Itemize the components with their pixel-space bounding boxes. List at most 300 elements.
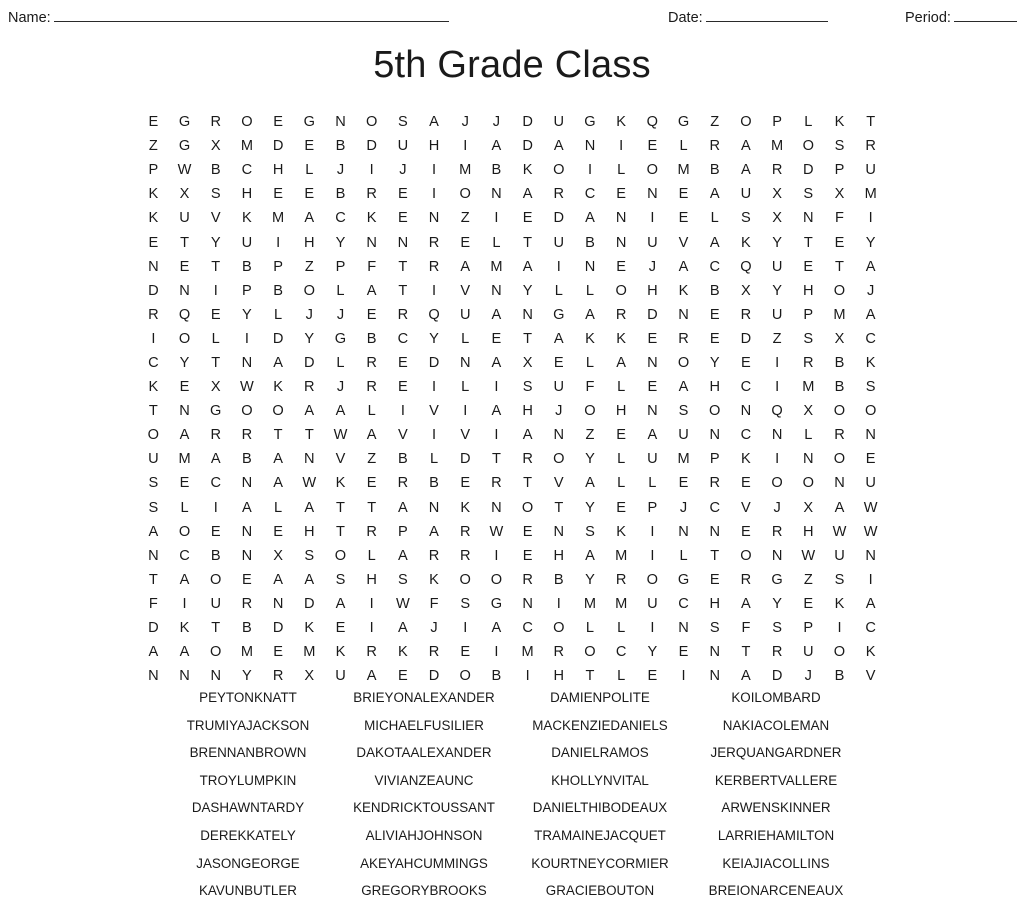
grid-cell[interactable]: S [460,595,471,612]
grid-cell[interactable]: L [492,234,501,251]
grid-cell[interactable]: N [865,547,876,564]
grid-cell[interactable]: I [432,186,437,203]
grid-cell[interactable]: O [584,403,596,420]
grid-cell[interactable]: E [865,451,876,468]
grid-cell[interactable]: S [834,571,845,588]
grid-cell[interactable]: Z [148,138,158,155]
grid-cell[interactable]: I [775,451,780,468]
grid-cell[interactable]: K [616,330,627,347]
grid-cell[interactable]: E [678,475,689,492]
grid-cell[interactable]: P [148,162,159,179]
grid-cell[interactable]: T [336,523,345,540]
word-list-item[interactable]: BREIONARCENEAUX [708,883,844,899]
grid-cell[interactable]: V [460,427,471,444]
grid-cell[interactable]: G [178,114,191,131]
grid-cell[interactable]: A [522,258,533,275]
grid-cell[interactable]: E [179,379,190,396]
grid-cell[interactable]: A [865,595,876,612]
grid-cell[interactable]: J [679,499,688,516]
grid-cell[interactable]: N [803,210,814,227]
grid-cell[interactable]: C [148,354,159,371]
grid-cell[interactable]: Y [585,571,595,588]
grid-cell[interactable]: C [241,162,253,179]
grid-cell[interactable]: K [148,210,159,227]
grid-cell[interactable]: N [615,234,627,251]
grid-cell[interactable]: R [865,138,876,155]
grid-cell[interactable]: W [863,499,878,516]
grid-cell[interactable]: Y [647,644,658,661]
grid-cell[interactable]: E [678,186,689,203]
grid-cell[interactable]: N [179,282,190,299]
grid-cell[interactable]: E [709,330,720,347]
grid-cell[interactable]: S [522,379,533,396]
grid-cell[interactable]: G [677,114,690,131]
grid-cell[interactable]: J [867,282,875,299]
grid-cell[interactable]: L [617,620,626,637]
grid-cell[interactable]: D [740,330,752,347]
grid-cell[interactable]: N [522,306,533,323]
grid-cell[interactable]: V [741,499,751,516]
grid-cell[interactable]: X [803,499,814,516]
grid-cell[interactable]: A [366,427,377,444]
grid-cell[interactable]: W [863,523,878,540]
grid-cell[interactable]: R [366,354,377,371]
grid-cell[interactable]: I [868,210,873,227]
grid-cell[interactable]: K [179,620,190,637]
grid-cell[interactable]: W [395,595,410,612]
grid-cell[interactable]: I [432,282,437,299]
grid-cell[interactable]: T [148,571,158,588]
grid-cell[interactable]: L [585,354,595,371]
grid-cell[interactable]: O [584,644,596,661]
grid-cell[interactable]: O [241,403,253,420]
grid-cell[interactable]: E [335,620,346,637]
grid-cell[interactable]: H [553,668,565,685]
grid-cell[interactable]: N [241,354,253,371]
grid-cell[interactable]: G [303,114,315,131]
grid-cell[interactable]: C [865,620,876,637]
grid-cell[interactable]: A [491,403,502,420]
grid-cell[interactable]: E [366,306,377,323]
grid-cell[interactable]: N [148,547,159,564]
grid-cell[interactable]: O [646,162,659,179]
grid-cell[interactable]: M [583,595,597,612]
grid-cell[interactable]: V [460,282,471,299]
grid-cell[interactable]: I [556,258,561,275]
grid-cell[interactable]: T [211,620,221,637]
grid-cell[interactable]: N [491,499,502,516]
grid-cell[interactable]: M [240,138,253,155]
grid-cell[interactable]: N [272,595,284,612]
grid-cell[interactable]: A [179,571,190,588]
grid-cell[interactable]: C [522,620,533,637]
grid-cell[interactable]: Q [740,258,752,275]
grid-cell[interactable]: T [211,354,221,371]
grid-cell[interactable]: L [617,162,626,179]
grid-cell[interactable]: N [709,427,720,444]
grid-cell[interactable]: Z [710,114,720,131]
grid-cell[interactable]: E [210,306,221,323]
grid-cell[interactable]: A [678,258,689,275]
grid-cell[interactable]: X [210,379,221,396]
grid-cell[interactable]: E [709,306,720,323]
grid-cell[interactable]: R [304,379,315,396]
grid-cell[interactable]: A [148,523,159,540]
grid-cell[interactable]: X [741,282,751,299]
grid-cell[interactable]: I [369,162,374,179]
grid-cell[interactable]: Y [585,499,595,516]
grid-cell[interactable]: O [210,571,222,588]
grid-cell[interactable]: R [771,523,783,540]
grid-cell[interactable]: K [335,644,346,661]
grid-cell[interactable]: B [429,475,439,492]
grid-cell[interactable]: R [241,595,253,612]
grid-cell[interactable]: Y [772,595,782,612]
grid-cell[interactable]: L [679,547,688,564]
grid-cell[interactable]: I [556,595,561,612]
word-list-item[interactable]: DANIELRAMOS [551,745,649,761]
grid-cell[interactable]: A [647,427,658,444]
grid-cell[interactable]: P [273,258,283,275]
grid-cell[interactable]: P [647,499,658,516]
grid-cell[interactable]: C [865,330,876,347]
grid-cell[interactable]: A [335,403,346,420]
grid-cell[interactable]: N [740,403,752,420]
grid-cell[interactable]: E [616,499,627,516]
word-list-item[interactable]: AKEYAHCUMMINGS [360,855,488,871]
grid-cell[interactable]: U [241,234,253,251]
grid-cell[interactable]: V [210,210,221,227]
grid-cell[interactable]: X [522,354,533,371]
grid-cell[interactable]: E [397,210,408,227]
grid-cell[interactable]: J [336,379,345,396]
grid-cell[interactable]: A [865,258,876,275]
grid-cell[interactable]: D [522,138,533,155]
grid-cell[interactable]: K [834,595,845,612]
word-list-item[interactable]: TRUMIYAJACKSON [186,717,310,733]
grid-cell[interactable]: O [521,499,534,516]
grid-cell[interactable]: E [803,258,814,275]
grid-cell[interactable]: K [429,571,439,588]
grid-cell[interactable]: T [491,451,501,468]
grid-cell[interactable]: D [647,306,658,323]
grid-cell[interactable]: O [802,138,814,155]
grid-cell[interactable]: E [834,234,845,251]
grid-cell[interactable]: M [771,138,784,155]
grid-cell[interactable]: B [242,620,252,637]
grid-cell[interactable]: B [491,162,502,179]
grid-cell[interactable]: E [304,138,315,155]
grid-cell[interactable]: U [335,668,346,685]
grid-cell[interactable]: V [553,475,564,492]
grid-cell[interactable]: Q [646,114,659,131]
grid-cell[interactable]: O [365,114,378,131]
grid-cell[interactable]: H [803,523,814,540]
grid-cell[interactable]: N [771,427,783,444]
grid-cell[interactable]: W [302,475,317,492]
grid-cell[interactable]: L [617,668,626,685]
grid-cell[interactable]: A [304,403,315,420]
grid-cell[interactable]: N [647,186,658,203]
grid-cell[interactable]: A [179,644,190,661]
grid-cell[interactable]: R [397,306,409,323]
grid-cell[interactable]: L [679,138,688,155]
grid-cell[interactable]: N [553,427,565,444]
grid-cell[interactable]: T [336,499,345,516]
grid-cell[interactable]: O [178,330,191,347]
grid-cell[interactable]: M [272,210,285,227]
grid-cell[interactable]: A [397,547,408,564]
grid-cell[interactable]: E [210,523,221,540]
grid-cell[interactable]: I [463,138,468,155]
name-writing-line[interactable] [54,8,449,22]
grid-cell[interactable]: N [459,354,471,371]
grid-cell[interactable]: Q [771,403,783,420]
grid-cell[interactable]: A [304,210,315,227]
grid-cell[interactable]: I [432,379,437,396]
word-list-item[interactable]: VIVIANZEAUNC [374,772,474,788]
grid-cell[interactable]: L [617,451,626,468]
grid-cell[interactable]: L [367,547,376,564]
grid-cell[interactable]: K [335,475,346,492]
grid-cell[interactable]: L [617,379,626,396]
grid-cell[interactable]: G [771,571,783,588]
grid-cell[interactable]: L [274,306,283,323]
grid-cell[interactable]: A [366,282,377,299]
grid-cell[interactable]: T [367,499,377,516]
grid-cell[interactable]: A [273,571,283,588]
grid-cell[interactable]: V [429,403,439,420]
grid-cell[interactable]: E [273,114,283,131]
grid-cell[interactable]: B [834,354,845,371]
grid-cell[interactable]: R [709,475,720,492]
grid-cell[interactable]: Y [585,451,595,468]
grid-cell[interactable]: P [242,282,252,299]
grid-cell[interactable]: K [585,330,595,347]
grid-cell[interactable]: U [148,451,159,468]
grid-cell[interactable]: N [615,210,627,227]
grid-cell[interactable]: S [709,620,720,637]
grid-cell[interactable]: C [615,644,627,661]
grid-cell[interactable]: S [148,499,159,516]
grid-cell[interactable]: N [241,475,253,492]
grid-cell[interactable]: I [650,547,655,564]
grid-cell[interactable]: I [837,620,842,637]
grid-cell[interactable]: J [461,114,469,131]
grid-cell[interactable]: B [709,162,720,179]
grid-cell[interactable]: N [241,547,253,564]
grid-cell[interactable]: N [335,114,346,131]
grid-cell[interactable]: F [835,210,844,227]
word-list-item[interactable]: ALIVIAHJOHNSON [365,827,483,843]
grid-cell[interactable]: J [804,668,812,685]
grid-cell[interactable]: G [490,595,503,612]
grid-cell[interactable]: D [148,620,159,637]
grid-cell[interactable]: S [585,523,595,540]
grid-cell[interactable]: P [335,258,346,275]
grid-cell[interactable]: O [459,668,471,685]
grid-cell[interactable]: I [868,571,873,588]
grid-cell[interactable]: Z [585,427,595,444]
grid-cell[interactable]: O [210,644,222,661]
grid-cell[interactable]: E [616,186,627,203]
grid-cell[interactable]: T [803,234,813,251]
grid-cell[interactable]: U [553,234,565,251]
grid-cell[interactable]: D [304,595,315,612]
grid-cell[interactable]: B [242,258,252,275]
grid-cell[interactable]: E [397,379,408,396]
grid-cell[interactable]: Y [865,234,876,251]
grid-cell[interactable]: N [428,210,440,227]
grid-cell[interactable]: K [865,354,876,371]
grid-cell[interactable]: U [179,210,190,227]
grid-cell[interactable]: Q [178,306,191,323]
grid-cell[interactable]: G [553,306,565,323]
grid-cell[interactable]: K [834,114,845,131]
grid-cell[interactable]: N [803,451,814,468]
grid-cell[interactable]: R [241,427,253,444]
word-list-item[interactable]: TROYLUMPKIN [199,772,297,788]
grid-cell[interactable]: C [740,427,752,444]
grid-cell[interactable]: J [648,258,656,275]
grid-cell[interactable]: N [428,499,440,516]
word-list-item[interactable]: KENDRICKTOUSSANT [353,800,495,816]
grid-cell[interactable]: N [647,354,658,371]
grid-cell[interactable]: I [400,403,405,420]
word-list-item[interactable]: ARWENSKINNER [721,800,831,816]
grid-cell[interactable]: L [461,330,470,347]
grid-cell[interactable]: L [336,282,345,299]
grid-cell[interactable]: Y [304,330,315,347]
grid-cell[interactable]: O [740,547,752,564]
grid-cell[interactable]: K [616,523,627,540]
grid-cell[interactable]: Y [335,234,346,251]
grid-cell[interactable]: E [803,595,814,612]
grid-cell[interactable]: D [771,668,783,685]
grid-cell[interactable]: C [210,475,221,492]
grid-cell[interactable]: K [460,499,471,516]
grid-cell[interactable]: A [210,451,221,468]
grid-cell[interactable]: K [148,186,159,203]
grid-cell[interactable]: R [428,547,440,564]
grid-cell[interactable]: M [615,547,628,564]
date-writing-line[interactable] [706,8,828,22]
grid-cell[interactable]: I [775,379,780,396]
grid-cell[interactable]: K [148,379,159,396]
grid-cell[interactable]: A [585,475,595,492]
grid-cell[interactable]: C [709,499,720,516]
grid-cell[interactable]: N [647,403,658,420]
grid-cell[interactable]: A [366,668,377,685]
grid-cell[interactable]: M [521,644,534,661]
grid-cell[interactable]: L [211,330,220,347]
grid-cell[interactable]: I [681,668,686,685]
grid-cell[interactable]: F [741,620,751,637]
grid-cell[interactable]: A [273,475,283,492]
grid-cell[interactable]: O [709,403,721,420]
grid-cell[interactable]: N [709,644,720,661]
grid-cell[interactable]: O [833,282,846,299]
word-list-item[interactable]: DEREKKATELY [200,827,296,843]
grid-cell[interactable]: Y [179,354,190,371]
grid-cell[interactable]: P [772,114,782,131]
grid-cell[interactable]: G [584,114,596,131]
grid-cell[interactable]: O [864,403,877,420]
grid-cell[interactable]: E [616,258,627,275]
word-list-item[interactable]: DASHAWNTARDY [191,800,305,816]
grid-cell[interactable]: Y [242,668,252,685]
grid-cell[interactable]: Z [367,451,377,468]
grid-cell[interactable]: N [834,475,845,492]
word-search-grid[interactable] [0,110,1024,688]
grid-cell[interactable]: I [432,162,437,179]
grid-cell[interactable]: H [428,138,440,155]
grid-cell[interactable]: S [335,571,346,588]
grid-cell[interactable]: S [397,571,408,588]
grid-cell[interactable]: B [210,162,221,179]
grid-cell[interactable]: R [459,523,471,540]
grid-cell[interactable]: V [335,451,346,468]
grid-cell[interactable]: A [585,547,595,564]
grid-cell[interactable]: B [366,330,377,347]
grid-cell[interactable]: E [616,427,627,444]
grid-cell[interactable]: L [804,114,813,131]
grid-cell[interactable]: O [740,114,752,131]
grid-cell[interactable]: Y [242,306,252,323]
grid-cell[interactable]: I [587,162,592,179]
grid-cell[interactable]: E [304,186,315,203]
grid-cell[interactable]: K [616,114,627,131]
word-list-item[interactable]: DAMIENPOLITE [550,690,650,705]
grid-cell[interactable]: O [833,644,846,661]
grid-cell[interactable]: R [366,644,377,661]
grid-cell[interactable]: S [741,210,751,227]
grid-cell[interactable]: X [834,186,845,203]
grid-cell[interactable]: E [179,475,190,492]
grid-cell[interactable]: R [366,379,377,396]
grid-cell[interactable]: M [459,162,472,179]
grid-cell[interactable]: R [678,330,689,347]
grid-cell[interactable]: M [303,644,316,661]
grid-cell[interactable]: U [771,258,783,275]
grid-cell[interactable]: L [585,620,595,637]
word-list-item[interactable]: KHOLLYNVITAL [551,772,649,788]
grid-cell[interactable]: C [678,595,689,612]
grid-cell[interactable]: A [522,427,533,444]
word-list-item[interactable]: JERQUANGARDNER [710,745,842,761]
grid-cell[interactable]: I [650,620,655,637]
word-list-item[interactable]: MICHAELFUSILIER [364,717,484,733]
grid-cell[interactable]: E [397,186,408,203]
word-list-item[interactable]: KOILOMBARD [731,690,821,705]
grid-cell[interactable]: Y [429,330,439,347]
grid-cell[interactable]: R [615,571,627,588]
grid-cell[interactable]: M [677,162,690,179]
grid-cell[interactable]: T [398,258,408,275]
grid-cell[interactable]: I [151,330,156,347]
grid-cell[interactable]: E [491,330,502,347]
grid-cell[interactable]: A [491,138,502,155]
grid-cell[interactable]: H [272,162,284,179]
grid-cell[interactable]: A [741,668,751,685]
grid-cell[interactable]: Z [803,571,813,588]
grid-cell[interactable]: N [179,668,190,685]
grid-cell[interactable]: A [397,499,408,516]
grid-cell[interactable]: O [833,403,846,420]
grid-cell[interactable]: D [459,451,471,468]
grid-cell[interactable]: Z [772,330,782,347]
grid-cell[interactable]: A [709,186,720,203]
